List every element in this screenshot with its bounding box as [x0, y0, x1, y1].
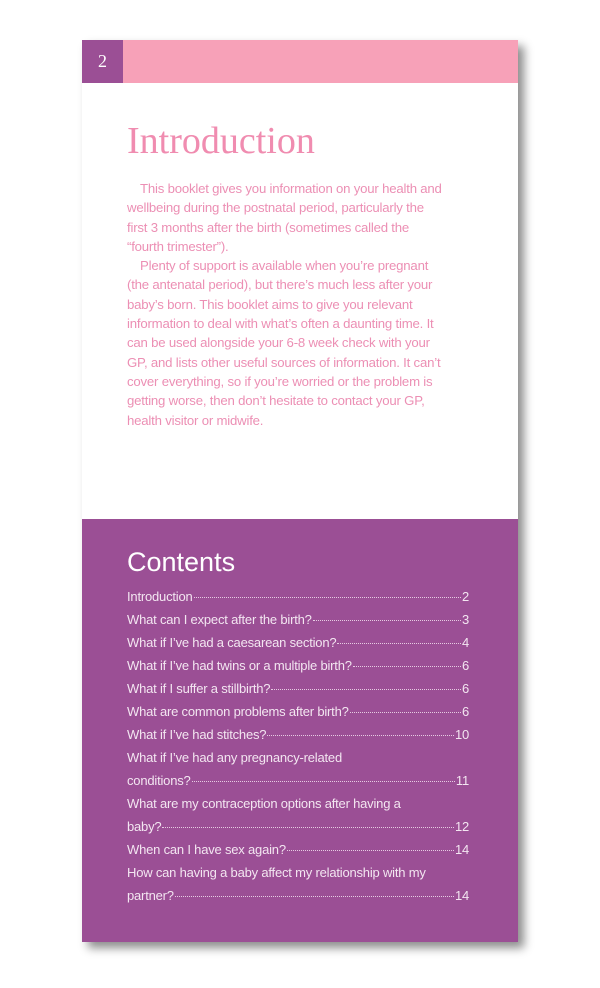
toc-item[interactable] [127, 861, 469, 907]
toc-item-label: Introduction [127, 589, 193, 604]
toc-item-page: 6 [461, 704, 469, 719]
toc-item-label: What if I’ve had twins or a multiple birth? [127, 658, 352, 673]
toc-item[interactable] [127, 838, 469, 861]
toc-item-label-line1: What if I’ve had any pregnancy-related [127, 750, 342, 765]
toc-item[interactable] [127, 792, 469, 838]
intro-body [127, 179, 447, 430]
toc-leader [337, 642, 461, 644]
intro-paragraph: Plenty of support is available when you’re pregnant (the antenatal period), but there’s much less after your baby’s born. This booklet aims to give you relevant information to deal with what’s often a daunting time. It can be used alongside your 6-8 week check with your GP, and lists other useful sources of information. It can’t cover everything, so if you’re worried or the problem is getting worse, then don’t hesitate to contact your GP, health visitor or midwife. [127, 258, 441, 428]
toc-leader [353, 665, 461, 667]
booklet-page [82, 40, 518, 942]
toc-item-label: When can I have sex again? [127, 842, 286, 857]
toc-item-label: What can I expect after the birth? [127, 612, 312, 627]
toc-item-label: What are common problems after birth? [127, 704, 349, 719]
toc-item-page: 6 [461, 681, 469, 696]
toc-leader [192, 780, 455, 782]
intro-paragraph: This booklet gives you information on your health and wellbeing during the postnatal period, particularly the first 3 months after the birth (sometimes called the “fourth trimester”). [127, 181, 442, 254]
toc-item[interactable] [127, 654, 469, 677]
header-bar [82, 40, 518, 83]
toc-item-page: 6 [461, 658, 469, 673]
toc-item-page: 14 [454, 888, 469, 903]
toc-item-page: 12 [454, 819, 469, 834]
toc-leader [350, 711, 461, 713]
toc-item-label-line1: What are my contraception options after having a [127, 796, 401, 811]
toc-item-page: 10 [454, 727, 469, 742]
toc-item-page: 14 [454, 842, 469, 857]
toc-leader [175, 895, 454, 897]
toc-leader [267, 734, 454, 736]
toc-item[interactable] [127, 677, 469, 700]
toc-item[interactable] [127, 608, 469, 631]
toc-item-page: 4 [461, 635, 469, 650]
toc-item[interactable] [127, 700, 469, 723]
toc-item-page: 3 [461, 612, 469, 627]
toc-item-label: What if I’ve had stitches? [127, 727, 267, 742]
toc-item[interactable] [127, 631, 469, 654]
table-of-contents [127, 585, 469, 907]
toc-leader [287, 849, 454, 851]
toc-item-label: conditions? [127, 773, 191, 788]
toc-leader [194, 596, 461, 598]
toc-leader [313, 619, 461, 621]
toc-item-page: 2 [461, 589, 469, 604]
toc-item-page: 11 [455, 773, 469, 788]
toc-item-label: partner? [127, 888, 174, 903]
toc-item-label: baby? [127, 819, 162, 834]
toc-leader [271, 688, 461, 690]
toc-item[interactable] [127, 746, 469, 792]
toc-item-label: What if I suffer a stillbirth? [127, 681, 271, 696]
toc-leader [162, 826, 454, 828]
toc-item[interactable] [127, 723, 469, 746]
toc-item-label: What if I’ve had a caesarean section? [127, 635, 337, 650]
toc-item-label-line1: How can having a baby affect my relationship with my [127, 865, 426, 880]
toc-item[interactable] [127, 585, 469, 608]
contents-title: Contents [127, 547, 236, 577]
contents-panel [82, 519, 518, 942]
intro-title: Introduction [127, 120, 315, 162]
page-number: 2 [82, 40, 123, 83]
